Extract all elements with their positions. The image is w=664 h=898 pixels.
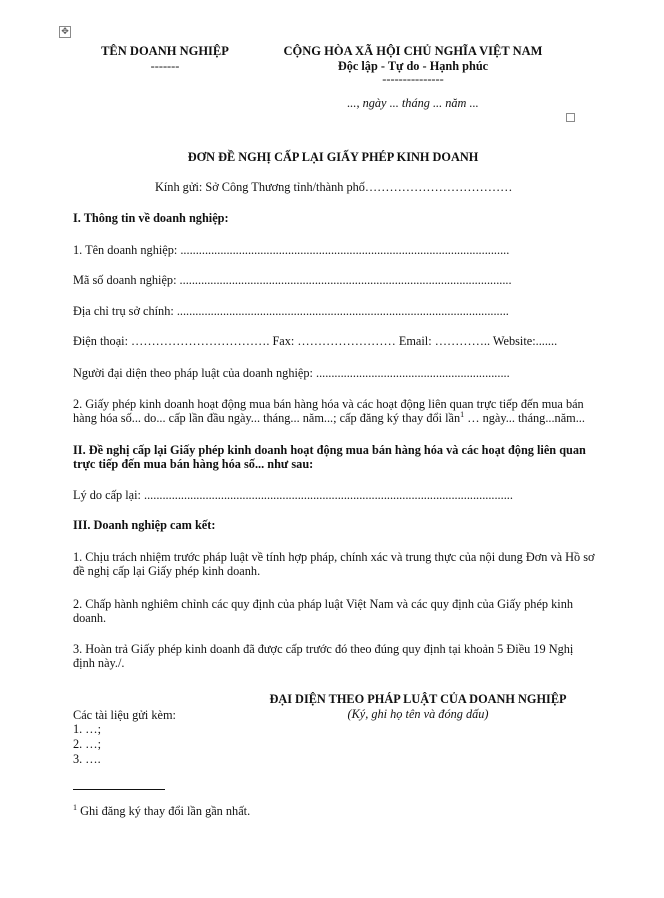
commitment-3-line-2: định này./. xyxy=(73,656,125,670)
attachments-label: Các tài liệu gửi kèm: xyxy=(73,708,176,722)
company-name-field: 1. Tên doanh nghiệp: ........................................................................................................... xyxy=(73,243,510,257)
license-info-date: … ngày... tháng...năm... xyxy=(464,411,585,425)
license-info-line-1: 2. Giấy phép kinh doanh hoạt động mua bán hàng hóa và các hoạt động liên quan trực tiếp đến mua bán xyxy=(73,397,584,411)
license-info-line-2 xyxy=(73,411,585,426)
footnote-separator xyxy=(73,789,165,790)
table-move-handle-icon[interactable]: ✥ xyxy=(59,26,71,38)
representative-field: Người đại diện theo pháp luật của doanh nghiệp: ............................................................... xyxy=(73,366,510,380)
footnote-marker: 1 xyxy=(73,802,77,812)
commitment-1-line-2: đề nghị cấp lại Giấy phép kinh doanh. xyxy=(73,564,261,578)
national-title: CỘNG HÒA XÃ HỘI CHỦ NGHĨA VIỆT NAM xyxy=(283,44,543,58)
attachment-item: 3. …. xyxy=(73,752,101,766)
signature-note: (Ký, ghi họ tên và đóng dấu) xyxy=(347,707,489,721)
section-3-heading: III. Doanh nghiệp cam kết: xyxy=(73,518,216,532)
national-rule: --------------- xyxy=(382,72,444,86)
footnote xyxy=(73,804,250,819)
section-1-heading: I. Thông tin về doanh nghiệp: xyxy=(73,211,229,225)
attachment-item: 1. …; xyxy=(73,722,102,736)
commitment-1-line-1: 1. Chịu trách nhiệm trước pháp luật về tính hợp pháp, chính xác và trung thực của nội dung Đơn và Hồ sơ xyxy=(73,550,595,564)
table-resize-handle-icon[interactable] xyxy=(566,113,575,122)
document-title: ĐƠN ĐỀ NGHỊ CẤP LẠI GIẤY PHÉP KINH DOANH xyxy=(187,150,479,164)
company-code-field: Mã số doanh nghiệp: ............................................................................................................ xyxy=(73,273,512,287)
footnote-reference[interactable]: 1 xyxy=(460,409,465,419)
company-name-rule: ------- xyxy=(150,59,180,73)
commitment-2-line-1: 2. Chấp hành nghiêm chỉnh các quy định của pháp luật Việt Nam và các quy định của Giấy phép kinh xyxy=(73,597,573,611)
commitment-2-line-2: doanh. xyxy=(73,611,107,625)
reason-field: Lý do cấp lại: ........................................................................................................................ xyxy=(73,488,513,502)
address-field: Địa chỉ trụ sở chính: ............................................................................................................ xyxy=(73,304,509,318)
company-name-heading: TÊN DOANH NGHIỆP xyxy=(101,44,229,58)
national-motto: Độc lập - Tự do - Hạnh phúc xyxy=(337,59,489,73)
signature-title: ĐẠI DIỆN THEO PHÁP LUẬT CỦA DOANH NGHIỆP xyxy=(269,692,567,706)
contact-field: Điện thoại: ……………………………. Fax: …………………… Email: ………….. Website:....... xyxy=(73,334,558,348)
commitment-3-line-1: 3. Hoàn trả Giấy phép kinh doanh đã được cấp trước đó theo đúng quy định tại khoản 5 Điều 19 Nghị xyxy=(73,642,574,656)
footnote-text: Ghi đăng ký thay đổi lần gần nhất. xyxy=(77,804,251,818)
date-line: ..., ngày ... tháng ... năm ... xyxy=(347,96,479,110)
license-info-text: hàng hóa số... do... cấp lần đầu ngày... tháng... năm...; cấp đăng ký thay đổi lần xyxy=(73,411,461,425)
attachment-item: 2. …; xyxy=(73,737,102,751)
recipient-line: Kính gửi: Sở Công Thương tỉnh/thành phố……………………………… xyxy=(155,180,513,194)
section-2-heading-line-2: trực tiếp đến mua bán hàng hóa số... như sau: xyxy=(73,457,314,471)
section-2-heading-line-1: II. Đề nghị cấp lại Giấy phép kinh doanh hoạt động mua bán hàng hóa và các hoạt động liên quan xyxy=(73,443,586,457)
